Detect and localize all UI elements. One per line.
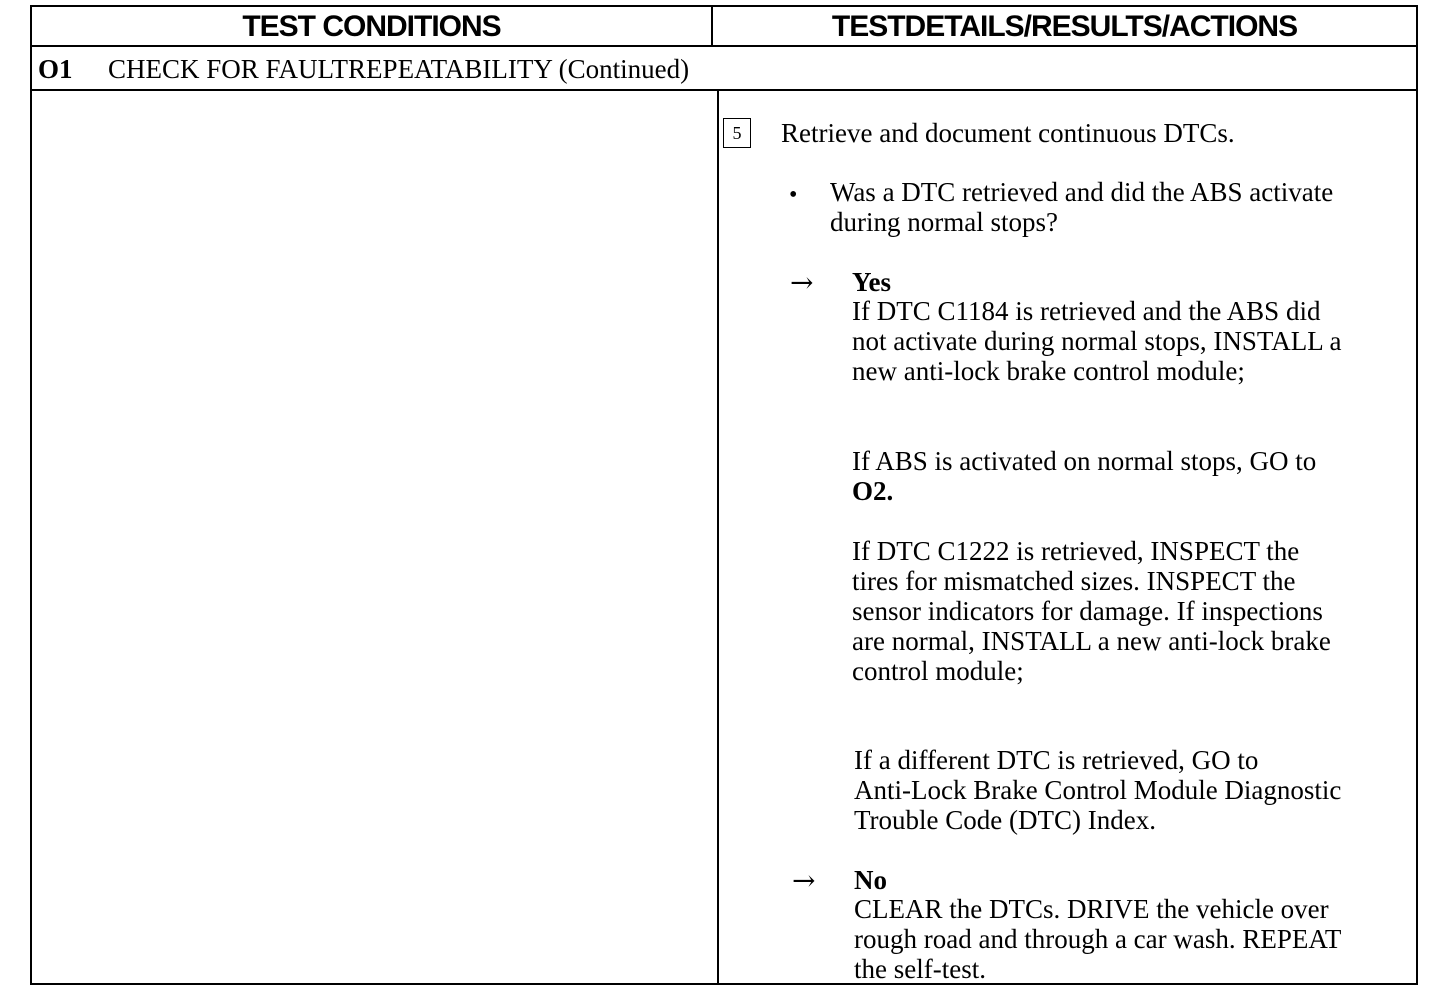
yes-para1-line: If DTC C1184 is retrieved and the ABS did	[852, 296, 1321, 326]
no-label: No	[854, 865, 887, 895]
yes-para2-line: If ABS is activated on normal stops, GO to	[852, 446, 1317, 476]
section-number: O1	[38, 54, 73, 84]
header-test-details: TESTDETAILS/RESULTS/ACTIONS	[713, 7, 1416, 47]
arrow-right-icon: →	[790, 266, 814, 299]
yes-para1-line: not activate during normal stops, INSTALL a	[852, 326, 1342, 356]
yes-para4-line: Trouble Code (DTC) Index.	[854, 805, 1156, 835]
bullet-icon: •	[789, 182, 798, 208]
yes-para3-line: sensor indicators for damage. If inspections	[852, 596, 1323, 626]
yes-para1-line: new anti-lock brake control module;	[852, 356, 1245, 386]
section-title: CHECK FOR FAULTREPEATABILITY (Continued)	[108, 54, 690, 84]
yes-para3-line: are normal, INSTALL a new anti-lock brake	[852, 626, 1331, 656]
yes-para3-line: control module;	[852, 656, 1024, 686]
header-test-conditions: TEST CONDITIONS	[32, 7, 713, 47]
section-header	[32, 47, 1416, 91]
step-number-box: 5	[723, 118, 751, 148]
column-divider	[717, 91, 719, 983]
test-table	[30, 5, 1418, 985]
no-para-line: the self-test.	[854, 954, 986, 984]
yes-para3-line: If DTC C1222 is retrieved, INSPECT the	[852, 536, 1300, 566]
yes-para4-line: Anti-Lock Brake Control Module Diagnostic	[854, 775, 1342, 805]
yes-para4-line: If a different DTC is retrieved, GO to	[854, 745, 1259, 775]
question-line-2: during normal stops?	[830, 207, 1058, 237]
goto-o2-link: O2.	[852, 476, 894, 506]
question-line-1: Was a DTC retrieved and did the ABS activate	[830, 177, 1334, 207]
yes-para3-line: tires for mismatched sizes. INSPECT the	[852, 566, 1296, 596]
no-para-line: CLEAR the DTCs. DRIVE the vehicle over	[854, 894, 1329, 924]
arrow-right-icon: →	[792, 864, 816, 897]
no-para-line: rough road and through a car wash. REPEAT	[854, 924, 1342, 954]
step-instruction: Retrieve and document continuous DTCs.	[781, 118, 1235, 148]
yes-label: Yes	[852, 267, 891, 297]
